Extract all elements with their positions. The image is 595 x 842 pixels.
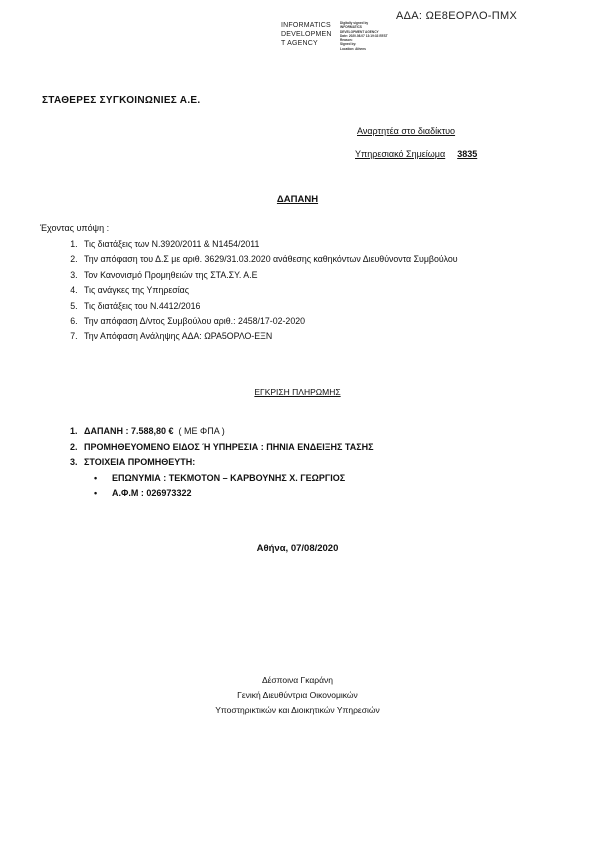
memo-label: Υπηρεσιακό Σημείωμα [355,149,446,159]
document-date: Αθήνα, 07/08/2020 [256,543,339,554]
signatory-title: Γενική Διευθύντρια Οικονομικών [237,690,358,700]
list-item: 6. Την απόφαση Δ/ντος Συμβούλου αριθ.: 2458/17-02-2020 [80,314,550,329]
memo-reference [355,149,477,159]
service-label: ΠΡΟΜΗΘΕΥΟΜΕΝΟ ΕΙΔΟΣ Ή ΥΠΗΡΕΣΙΑ : [84,441,264,452]
payment-list [62,424,560,502]
stamp-detail: Digitally signed by [340,21,369,25]
considering-label: Έχοντας υπόψη : [40,223,110,233]
digital-signature-stamp [281,21,332,48]
stamp-detail: Location: Athens [340,46,366,51]
document-title: ΔΑΠΑΝΗ [276,194,319,205]
stamp-detail: INFORMATICS [340,25,362,30]
supplier-name-row [108,471,560,487]
digital-signature-details [340,21,388,51]
stamp-detail: Signed by: [340,42,357,47]
supplier-afm-row [108,486,560,502]
list-item: 2. Την απόφαση του Δ.Σ με αριθ. 3629/31.03.2020 ανάθεσης καθηκόντων Διευθύνοντα Συμβούλου [80,252,550,267]
supplier-details [84,471,560,502]
expense-item [80,424,560,440]
service-item [80,440,560,456]
expense-label: ΔΑΠΑΝΗ : [84,426,129,436]
stamp-detail: Date: 2020.08.07 13:19:33 EEST [340,33,388,38]
stamp-line: DEVELOPMEN [281,31,332,38]
list-item: 1. Τις διατάξεις των Ν.3920/2011 & Ν1454/2011 [80,237,550,252]
supplier-afm-label: Α.Φ.Μ : [112,488,144,498]
supplier-item [80,455,560,502]
stamp-line: INFORMATICS [281,22,331,29]
supplier-label: ΣΤΟΙΧΕΙΑ ΠΡΟΜΗΘΕΥΤΗ: [84,457,196,467]
supplier-name-label: ΕΠΩΝΥΜΙΑ : [112,472,167,483]
signatory-name: Δέσποινα Γκαράνη [261,675,334,685]
list-item: 4. Τις ανάγκες της Υπηρεσίας [80,283,550,298]
service-value: ΠΗΝΙΑ ΕΝΔΕΙΞΗΣ ΤΑΣΗΣ [266,441,374,452]
memo-number: 3835 [457,149,478,159]
ada-code: ΑΔΑ: ΩΕ8ΕΟΡΛΟ-ΠΜΧ [396,10,518,22]
supplier-afm: 026973322 [146,488,192,498]
organization-name: ΣΤΑΘΕΡΕΣ ΣΥΓΚΟΙΝΩΝΙΕΣ Α.Ε. [42,95,201,106]
publish-note: Αναρτητέα στο διαδίκτυο [357,126,456,136]
list-item: 3. Τον Κανονισμό Προμηθειών της ΣΤΑ.ΣΥ. Α.Ε [80,268,550,283]
stamp-detail: Reason: [340,38,353,43]
approval-heading: ΕΓΚΡΙΣΗ ΠΛΗΡΩΜΗΣ [254,387,341,397]
list-item: 7. Την Απόφαση Ανάληψης ΑΔΑ: ΩΡΑ5ΟΡΛΟ-ΕΞΝ [80,329,550,344]
signatory-department: Υποστηρικτικών και Διοικητικών Υπηρεσιών [215,705,380,715]
list-item: 5. Τις διατάξεις του Ν.4412/2016 [80,299,550,314]
stamp-line: T AGENCY [281,40,318,47]
stamp-detail: DEVELOPMENT AGENCY [340,29,379,34]
supplier-name: ΤΕΚΜΟΤΟΝ – ΚΑΡΒΟΥΝΗΣ Χ. ΓΕΩΡΓΙΟΣ [168,472,346,483]
references-list [62,237,550,345]
expense-amount: 7.588,80 € [130,426,174,436]
signature-block [0,673,595,718]
expense-note: ( ΜΕ ΦΠΑ ) [178,426,225,436]
